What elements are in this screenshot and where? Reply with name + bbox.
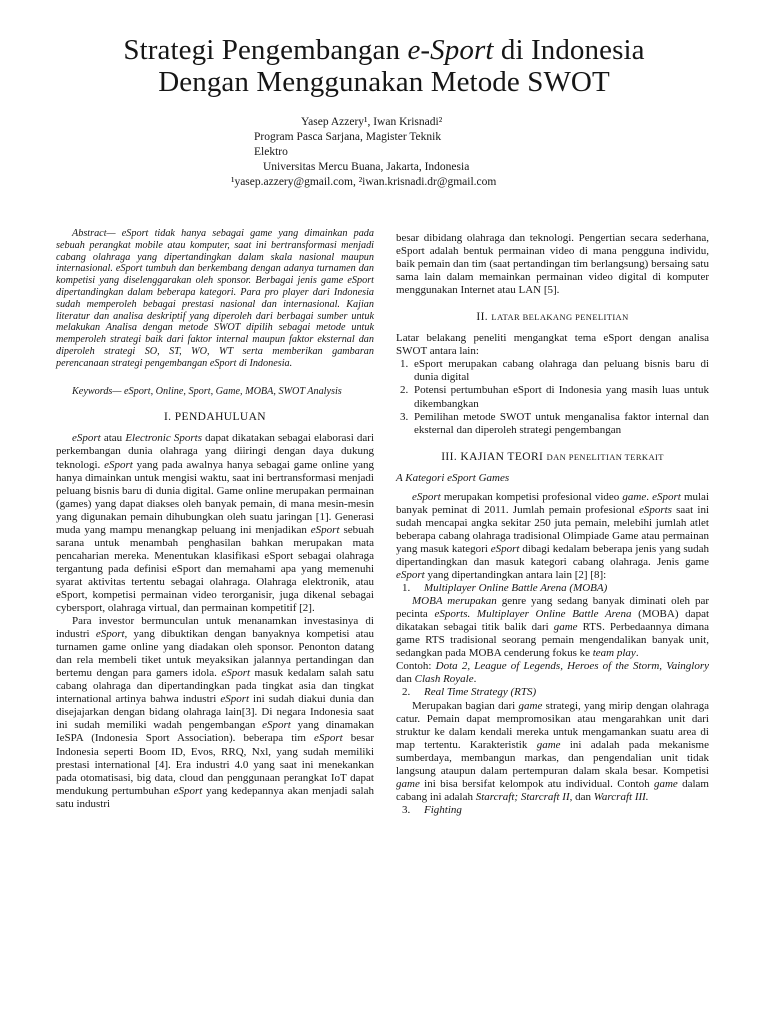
text: . xyxy=(473,673,477,686)
emphasis: eSport xyxy=(652,490,681,503)
text: Para investor bermunculan untuk menanamkan investasinya di industri xyxy=(56,615,374,641)
text: dalam cabang ini adalah xyxy=(396,777,709,803)
emphasis: eSport xyxy=(310,523,340,536)
subsubsection-heading xyxy=(396,804,709,817)
text: saat ini sudah mencapai angka sekitar 250 juta pemain, melebihi jumlah atlet beberapa cabang olahraga tradisional Olimpiade Game atau permainan yang masuk kategori xyxy=(396,503,709,555)
emphasis: eSports xyxy=(638,503,672,516)
emphasis: eSport xyxy=(221,667,251,680)
emphasis: eSport xyxy=(412,490,441,503)
emphasis: Warcraft III. xyxy=(593,790,649,803)
paragraph xyxy=(56,432,374,615)
emphasis: eSport xyxy=(313,732,343,745)
list-text: Pemilihan metode SWOT untuk menganalisa faktor internal dan eksternal dan diperoleh strategi pengembangan xyxy=(414,410,709,436)
text: masuk kedalam salah satu cabang olahraga dan dipertandingkan pada tingkat asia dan tingkat international artinya bahwa industri xyxy=(56,667,374,706)
emphasis: MOBA merupakan xyxy=(412,595,497,608)
emphasis: eSports. Multiplayer Online Battle Arena xyxy=(434,608,632,621)
affiliation-program-cont: Elektro xyxy=(254,146,288,158)
section-heading-latar-belakang xyxy=(396,311,709,324)
list-number: 2. xyxy=(400,384,409,397)
text: genre yang sedang banyak diminati oleh par pecinta xyxy=(396,595,709,621)
affiliation-university: Universitas Mercu Buana, Jakarta, Indonesia xyxy=(263,161,470,173)
text: Contoh: xyxy=(396,660,436,673)
section-title: DAN PENELITIAN TERKAIT xyxy=(546,451,664,462)
section-number: II. xyxy=(476,311,492,324)
subsection-title: Real Time Strategy (RTS) xyxy=(424,686,537,699)
text: yang dibuktikan dengan banyaknya kompetisi atau turnamen game online yang diadakan oleh sponsor. Penonton datang dan rela membeli tiket untuk meyaksikan jalannya pertandingan dan bertemu dengan para gamers idola. xyxy=(56,628,374,680)
list-item xyxy=(396,358,709,384)
text: (MOBA) dapat dikatakan sebagai titik balik dari xyxy=(396,608,710,634)
emphasis: game xyxy=(653,777,678,790)
emphasis: eSport xyxy=(173,784,203,797)
text: besar Indonesia seperti Boom ID, Evos, RRQ, Nxl, yang sudah memiliki prestasi international [4]. Era industri 4.0 yang saat ini menekankan pada otomatisasi, big data, cloud dan penggunaan perangkat IoT dapat mendukung pertumbuhan xyxy=(56,732,374,797)
list-text: eSport merupakan cabang olahraga dan peluang bisnis baru di dunia digital xyxy=(414,358,709,384)
text: dibagi kedalam beberapa jenis yang sudah dipertandingkan dan masuk kategori cabang olahraga. Jenis game xyxy=(396,542,709,568)
text: . xyxy=(635,647,639,660)
right-column xyxy=(396,232,709,817)
paragraph: besar dibidang olahraga dan teknologi. Pengertian secara sederhana, eSport adalah bentuk permainan video di mana pengguna individu, baik pemain dan tim (saat pertandingan tim berlangsung) bersaing satu sama lain dalam memainkan permainan video digital di komputer menggunakan Internet atau LAN [5]. xyxy=(396,232,709,297)
emphasis: Electronic Sports xyxy=(125,432,202,445)
section-title: LATAR BELAKANG PENELITIAN xyxy=(491,312,629,323)
background-list xyxy=(396,358,709,436)
text: dapat dikatakan sebagai elaborasi dari perkembangan dunia olahraga yang diiringi dengan daya dukung teknologi. xyxy=(56,432,374,471)
paragraph xyxy=(56,615,374,811)
paragraph: Latar belakang peneliti mengangkat tema eSport dengan analisa SWOT antara lain: xyxy=(396,332,709,358)
subsection-title: Multiplayer Online Battle Arena (MOBA) xyxy=(424,582,608,595)
text: strategi, yang mirip dengan olahraga catur. Pemain dapat mempromosikan atau mengarahkan unit dari struktur ke dalam kendali mereka untuk mengamankan suatu area di map tertentu. Karakteristik xyxy=(396,699,709,751)
emphasis: eSport xyxy=(104,458,133,471)
text: merupakan kompetisi profesional video xyxy=(440,490,623,503)
text: sebuah sarana untuk menambah penghasilan bahkan merupakan mata pencaharian mereka. Menentukan klasifikasi eSport sebagai olahraga tergantung pada definisi eSport dan memahami apa yang memenuhi syarat aktivitas tertentu sebagai olahraga. Olahraga elektronik, atau eSport, kompetisi permainan video terorganisir, juga dikenal sebagai cybersport, olahraga virtual, dan permainan kompetitif [2]. xyxy=(56,523,374,615)
text: ini sudah diakui dunia dan disejajarkan dengan bidang olahraga lain[3]. Di negara Indonesia saat ini sudah memiliki wadah pengembangan xyxy=(56,693,374,732)
subsection-number: 3. xyxy=(402,803,411,816)
author-emails: ¹yasep.azzery@gmail.com, ²iwan.krisnadi.dr@gmail.com xyxy=(231,176,497,188)
text: yang dipertandingkan antara lain [2] [8]: xyxy=(424,569,607,582)
subsubsection-heading xyxy=(396,582,709,595)
subsection-title: Fighting xyxy=(424,803,462,816)
section-heading-pendahuluan: I. PENDAHULUAN xyxy=(163,411,267,424)
keywords xyxy=(56,386,374,398)
list-number: 3. xyxy=(400,410,409,423)
list-number: 1. xyxy=(400,358,409,371)
keywords-text: — eSport, Online, Sport, Game, MOBA, SWOT Analysis xyxy=(112,385,342,397)
text: Merupakan bagian dari xyxy=(412,699,519,712)
text: mulai banyak peminat di 2011. Jumlah pemain profesional xyxy=(396,490,709,516)
affiliation-program: Program Pasca Sarjana, Magister Teknik xyxy=(254,131,442,143)
paragraph xyxy=(396,491,709,582)
emphasis: Dota 2, League of Legends, Heroes of the Storm, Vainglory xyxy=(435,660,710,673)
text: yang dinamakan IeSPA (Indonesia Sport Association). beberapa tim xyxy=(56,719,374,745)
text: . xyxy=(646,490,653,503)
list-item xyxy=(396,384,709,410)
text: RTS. Perbedaannya dimana game RTS tradisional seorang pemain mengendalikan banyak unit, sedangkan pada MOBA cenderung fokus ke xyxy=(396,621,709,660)
title-text: di Indonesia xyxy=(493,34,645,66)
abstract xyxy=(56,228,374,370)
text: ini adalah pada mekanisme sumberdaya, membangun markas, dan pengendalian unit tidak langsung ataupun dalam pertempuran dalam skala besar. Kompetisi xyxy=(396,738,709,777)
author-names: Yasep Azzery¹, Iwan Krisnadi² xyxy=(301,116,443,128)
emphasis: eSport xyxy=(72,432,101,445)
text: yang kedepannya akan menjadi salah satu industri xyxy=(56,784,374,810)
emphasis: eSport xyxy=(220,693,250,706)
abstract-label: Abstract xyxy=(72,228,107,239)
text: dan xyxy=(572,790,594,803)
title-text: Dengan Menggunakan Metode SWOT xyxy=(158,66,610,98)
list-item xyxy=(396,411,709,437)
emphasis: team play xyxy=(592,647,636,660)
emphasis: game xyxy=(622,490,647,503)
emphasis: eSport xyxy=(396,569,425,582)
list-text: Potensi pertumbuhan eSport di Indonesia yang masih luas untuk dikembangkan xyxy=(414,384,709,410)
emphasis: game xyxy=(518,699,543,712)
emphasis: Clash Royale xyxy=(414,673,474,686)
abstract-text: — eSport tidak hanya sebagai game yang dimainkan pada sebuah perangkat mobile atau komputer, saat ini bertransformasi menjadi cabang olahraga yang dipertandingkan dalam skala nasional maupun internasional. eSport tumbuh dan berkembang dengan adanya turnamen dan kompetisi yang diselenggarakan oleh sponsor. Berbagai jenis game eSport dipertandingkan dalam beberapa kategori. Para pro player dari Indonesia sudah memperoleh bebagai prestasi nasional dan internasional. Kajian literatur dan analisa deskriptif yang diperoleh dari berbagai sumber untuk melakukan Analisa dengan metode SWOT dipilih sebagai metode untuk memperoleh strategi baik dari faktor internal maupun faktor eksternal dan diperoleh strategi SO, ST, WO, WT serta memberikan gambaran perencanaan strategi pengembangan eSport di Indonesia. xyxy=(56,228,374,369)
emphasis: eSport, xyxy=(95,628,128,641)
emphasis: game xyxy=(396,777,420,790)
text: ini bisa bersifat kelompok atu individual. Contoh xyxy=(419,777,654,790)
paragraph xyxy=(396,595,709,660)
paragraph xyxy=(396,660,709,686)
paragraph xyxy=(396,700,709,804)
emphasis: Starcraft; Starcraft II, xyxy=(475,790,573,803)
title-text: Strategi Pengembangan xyxy=(123,34,408,66)
subsection-number: 1. xyxy=(402,582,411,595)
text: dan xyxy=(396,673,415,686)
subsection-heading: A Kategori eSport Games xyxy=(396,471,510,484)
emphasis: eSport xyxy=(490,542,520,555)
keywords-label: Keywords xyxy=(72,385,113,397)
emphasis: game xyxy=(536,738,561,751)
text: atau xyxy=(100,432,126,445)
emphasis: eSport xyxy=(262,719,291,732)
section-heading-kajian-teori xyxy=(396,451,709,464)
subsection-number: 2. xyxy=(402,686,411,699)
left-column xyxy=(56,228,374,811)
title-emphasis: e-Sport xyxy=(407,34,494,66)
paper-title xyxy=(40,34,728,98)
subsubsection-heading xyxy=(396,686,709,699)
emphasis: game xyxy=(553,621,578,634)
text: yang pada awalnya hanya sebagai game online yang hanya dimainkan untuk mengisi waktu, saat ini bertransformasi menjadi peluang bisnis baru di dunia digital. Game online merupakan permainan (games) yang dapat diakses oleh banyak pemain, di mana mesin-mesin yang digunakan pemain dihubungkan oleh suatu jaringan [1]. Generasi muda yang mampu menangkap peluang ini menjadikan xyxy=(56,458,374,536)
section-number: III. KAJIAN TEORI xyxy=(441,450,547,463)
